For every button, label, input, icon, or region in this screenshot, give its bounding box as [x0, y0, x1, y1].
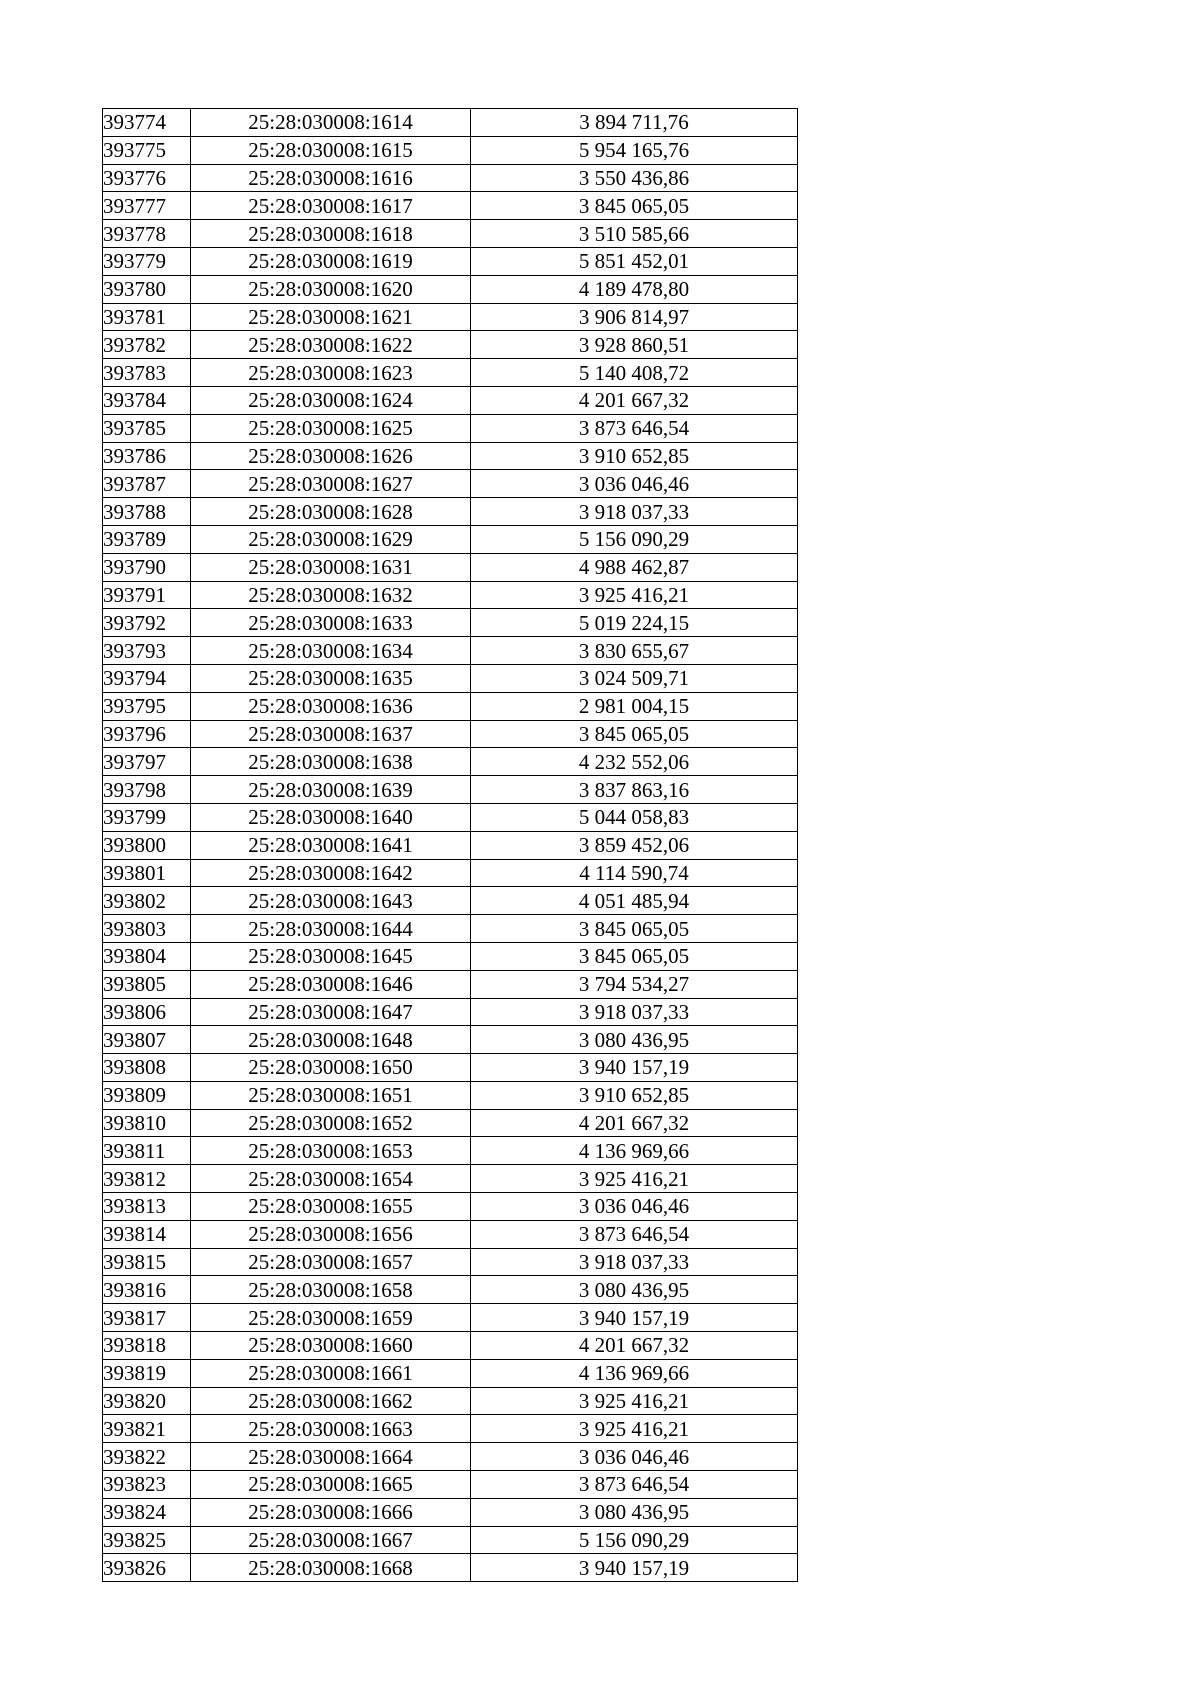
cadastral-number-cell: 25:28:030008:1618	[191, 220, 471, 248]
cadastral-number-cell: 25:28:030008:1651	[191, 1081, 471, 1109]
row-number-cell: 393783	[103, 359, 191, 387]
cadastral-number-cell: 25:28:030008:1617	[191, 192, 471, 220]
table-row	[103, 1137, 798, 1165]
row-number-cell: 393796	[103, 720, 191, 748]
row-number-cell: 393776	[103, 164, 191, 192]
cadastral-number-cell: 25:28:030008:1636	[191, 692, 471, 720]
cadastral-number-cell: 25:28:030008:1665	[191, 1471, 471, 1499]
table-row	[103, 442, 798, 470]
cadastral-number-cell: 25:28:030008:1640	[191, 803, 471, 831]
table-row	[103, 303, 798, 331]
cadastral-value-cell: 3 845 065,05	[471, 942, 798, 970]
cadastral-value-cell: 3 910 652,85	[471, 442, 798, 470]
table-row	[103, 776, 798, 804]
cadastral-value-cell: 5 954 165,76	[471, 136, 798, 164]
cadastral-value-cell: 4 189 478,80	[471, 275, 798, 303]
row-number-cell: 393784	[103, 386, 191, 414]
cadastral-value-cell: 3 873 646,54	[471, 1471, 798, 1499]
cadastral-number-cell: 25:28:030008:1666	[191, 1498, 471, 1526]
cadastral-number-cell: 25:28:030008:1661	[191, 1359, 471, 1387]
table-row	[103, 331, 798, 359]
cadastral-number-cell: 25:28:030008:1648	[191, 1026, 471, 1054]
table-row	[103, 1193, 798, 1221]
cadastral-value-cell: 3 859 452,06	[471, 831, 798, 859]
cadastral-value-cell: 3 873 646,54	[471, 1220, 798, 1248]
table-row	[103, 581, 798, 609]
cadastral-value-cell: 3 925 416,21	[471, 581, 798, 609]
cadastral-value-cell: 3 550 436,86	[471, 164, 798, 192]
cadastral-value-cell: 3 036 046,46	[471, 1443, 798, 1471]
row-number-cell: 393805	[103, 970, 191, 998]
cadastral-value-cell: 3 080 436,95	[471, 1276, 798, 1304]
row-number-cell: 393780	[103, 275, 191, 303]
table-row	[103, 609, 798, 637]
table-row	[103, 247, 798, 275]
cadastral-value-cell: 3 925 416,21	[471, 1387, 798, 1415]
table-row	[103, 859, 798, 887]
cadastral-value-cell: 3 837 863,16	[471, 776, 798, 804]
cadastral-number-cell: 25:28:030008:1667	[191, 1526, 471, 1554]
table-row	[103, 275, 798, 303]
row-number-cell: 393786	[103, 442, 191, 470]
row-number-cell: 393790	[103, 553, 191, 581]
row-number-cell: 393802	[103, 887, 191, 915]
cadastral-number-cell: 25:28:030008:1616	[191, 164, 471, 192]
row-number-cell: 393798	[103, 776, 191, 804]
table-row	[103, 192, 798, 220]
row-number-cell: 393801	[103, 859, 191, 887]
row-number-cell: 393814	[103, 1220, 191, 1248]
row-number-cell: 393777	[103, 192, 191, 220]
cadastral-value-cell: 5 851 452,01	[471, 247, 798, 275]
cadastral-number-cell: 25:28:030008:1647	[191, 998, 471, 1026]
cadastral-value-cell: 3 845 065,05	[471, 192, 798, 220]
table-row	[103, 109, 798, 137]
table-row	[103, 942, 798, 970]
cadastral-number-cell: 25:28:030008:1634	[191, 637, 471, 665]
row-number-cell: 393788	[103, 498, 191, 526]
cadastral-number-cell: 25:28:030008:1654	[191, 1165, 471, 1193]
row-number-cell: 393812	[103, 1165, 191, 1193]
table-row	[103, 748, 798, 776]
cadastral-number-cell: 25:28:030008:1645	[191, 942, 471, 970]
table-row	[103, 1415, 798, 1443]
cadastral-value-cell: 5 156 090,29	[471, 1526, 798, 1554]
cadastral-number-cell: 25:28:030008:1646	[191, 970, 471, 998]
cadastral-value-cell: 3 925 416,21	[471, 1415, 798, 1443]
cadastral-value-cell: 3 036 046,46	[471, 1193, 798, 1221]
cadastral-number-cell: 25:28:030008:1623	[191, 359, 471, 387]
table-row	[103, 1165, 798, 1193]
row-number-cell: 393824	[103, 1498, 191, 1526]
cadastral-number-cell: 25:28:030008:1641	[191, 831, 471, 859]
cadastral-number-cell: 25:28:030008:1637	[191, 720, 471, 748]
cadastral-number-cell: 25:28:030008:1668	[191, 1554, 471, 1582]
cadastral-value-cell: 3 830 655,67	[471, 637, 798, 665]
cadastral-value-cell: 3 894 711,76	[471, 109, 798, 137]
cadastral-number-cell: 25:28:030008:1633	[191, 609, 471, 637]
table-row	[103, 637, 798, 665]
cadastral-value-cell: 3 910 652,85	[471, 1081, 798, 1109]
cadastral-value-cell: 3 080 436,95	[471, 1026, 798, 1054]
table-row	[103, 525, 798, 553]
cadastral-value-cell: 5 044 058,83	[471, 803, 798, 831]
table-row	[103, 887, 798, 915]
row-number-cell: 393815	[103, 1248, 191, 1276]
table-row	[103, 1526, 798, 1554]
cadastral-value-cell: 5 156 090,29	[471, 525, 798, 553]
cadastral-value-cell: 3 940 157,19	[471, 1054, 798, 1082]
cadastral-value-cell: 3 940 157,19	[471, 1554, 798, 1582]
cadastral-number-cell: 25:28:030008:1655	[191, 1193, 471, 1221]
cadastral-number-cell: 25:28:030008:1656	[191, 1220, 471, 1248]
table-row	[103, 386, 798, 414]
table-row	[103, 1554, 798, 1582]
cadastral-number-cell: 25:28:030008:1639	[191, 776, 471, 804]
table-row	[103, 414, 798, 442]
row-number-cell: 393781	[103, 303, 191, 331]
table-row	[103, 803, 798, 831]
cadastral-number-cell: 25:28:030008:1614	[191, 109, 471, 137]
row-number-cell: 393779	[103, 247, 191, 275]
cadastral-number-cell: 25:28:030008:1619	[191, 247, 471, 275]
table-row	[103, 831, 798, 859]
table-row	[103, 136, 798, 164]
row-number-cell: 393782	[103, 331, 191, 359]
cadastral-number-cell: 25:28:030008:1615	[191, 136, 471, 164]
table-row	[103, 1026, 798, 1054]
cadastral-value-cell: 4 988 462,87	[471, 553, 798, 581]
row-number-cell: 393792	[103, 609, 191, 637]
table-row	[103, 1220, 798, 1248]
row-number-cell: 393789	[103, 525, 191, 553]
table-row	[103, 1276, 798, 1304]
row-number-cell: 393819	[103, 1359, 191, 1387]
row-number-cell: 393813	[103, 1193, 191, 1221]
cadastral-number-cell: 25:28:030008:1638	[191, 748, 471, 776]
table-row	[103, 998, 798, 1026]
cadastral-value-cell: 5 140 408,72	[471, 359, 798, 387]
cadastral-value-cell: 4 114 590,74	[471, 859, 798, 887]
cadastral-value-cell: 3 918 037,33	[471, 1248, 798, 1276]
cadastral-number-cell: 25:28:030008:1663	[191, 1415, 471, 1443]
table-row	[103, 1054, 798, 1082]
table-row	[103, 720, 798, 748]
cadastral-number-cell: 25:28:030008:1653	[191, 1137, 471, 1165]
table-row	[103, 220, 798, 248]
row-number-cell: 393803	[103, 915, 191, 943]
cadastral-number-cell: 25:28:030008:1660	[191, 1332, 471, 1360]
table-row	[103, 164, 798, 192]
row-number-cell: 393826	[103, 1554, 191, 1582]
cadastral-value-cell: 4 201 667,32	[471, 386, 798, 414]
table-row	[103, 359, 798, 387]
table-body	[103, 109, 798, 1582]
cadastral-value-cell: 4 201 667,32	[471, 1109, 798, 1137]
cadastral-number-cell: 25:28:030008:1662	[191, 1387, 471, 1415]
cadastral-value-cell: 3 925 416,21	[471, 1165, 798, 1193]
cadastral-value-cell: 4 136 969,66	[471, 1137, 798, 1165]
cadastral-number-cell: 25:28:030008:1622	[191, 331, 471, 359]
cadastral-number-cell: 25:28:030008:1659	[191, 1304, 471, 1332]
table-row	[103, 470, 798, 498]
table-row	[103, 1387, 798, 1415]
cadastral-number-cell: 25:28:030008:1626	[191, 442, 471, 470]
table-row	[103, 1443, 798, 1471]
cadastral-value-cell: 3 918 037,33	[471, 998, 798, 1026]
row-number-cell: 393820	[103, 1387, 191, 1415]
row-number-cell: 393825	[103, 1526, 191, 1554]
cadastral-value-cell: 3 510 585,66	[471, 220, 798, 248]
table-row	[103, 553, 798, 581]
cadastral-number-cell: 25:28:030008:1621	[191, 303, 471, 331]
cadastral-value-cell: 4 201 667,32	[471, 1332, 798, 1360]
row-number-cell: 393804	[103, 942, 191, 970]
row-number-cell: 393816	[103, 1276, 191, 1304]
table-row	[103, 1471, 798, 1499]
row-number-cell: 393817	[103, 1304, 191, 1332]
table-row	[103, 1498, 798, 1526]
cadastral-number-cell: 25:28:030008:1631	[191, 553, 471, 581]
row-number-cell: 393823	[103, 1471, 191, 1499]
cadastral-value-cell: 3 024 509,71	[471, 664, 798, 692]
cadastral-number-cell: 25:28:030008:1620	[191, 275, 471, 303]
table-row	[103, 1248, 798, 1276]
cadastral-number-cell: 25:28:030008:1643	[191, 887, 471, 915]
table-row	[103, 498, 798, 526]
cadastral-value-cell: 2 981 004,15	[471, 692, 798, 720]
table-row	[103, 1109, 798, 1137]
row-number-cell: 393787	[103, 470, 191, 498]
cadastral-number-cell: 25:28:030008:1664	[191, 1443, 471, 1471]
table-row	[103, 1081, 798, 1109]
row-number-cell: 393818	[103, 1332, 191, 1360]
row-number-cell: 393791	[103, 581, 191, 609]
table-row	[103, 970, 798, 998]
cadastral-number-cell: 25:28:030008:1624	[191, 386, 471, 414]
cadastral-value-cell: 5 019 224,15	[471, 609, 798, 637]
row-number-cell: 393809	[103, 1081, 191, 1109]
row-number-cell: 393807	[103, 1026, 191, 1054]
cadastral-value-cell: 3 080 436,95	[471, 1498, 798, 1526]
cadastral-number-cell: 25:28:030008:1658	[191, 1276, 471, 1304]
row-number-cell: 393778	[103, 220, 191, 248]
cadastral-value-cell: 3 845 065,05	[471, 720, 798, 748]
cadastral-value-table	[102, 108, 798, 1582]
row-number-cell: 393800	[103, 831, 191, 859]
row-number-cell: 393797	[103, 748, 191, 776]
cadastral-number-cell: 25:28:030008:1629	[191, 525, 471, 553]
row-number-cell: 393811	[103, 1137, 191, 1165]
cadastral-number-cell: 25:28:030008:1644	[191, 915, 471, 943]
cadastral-value-cell: 3 036 046,46	[471, 470, 798, 498]
cadastral-number-cell: 25:28:030008:1632	[191, 581, 471, 609]
row-number-cell: 393799	[103, 803, 191, 831]
cadastral-value-cell: 3 794 534,27	[471, 970, 798, 998]
row-number-cell: 393793	[103, 637, 191, 665]
row-number-cell: 393774	[103, 109, 191, 137]
cadastral-number-cell: 25:28:030008:1650	[191, 1054, 471, 1082]
row-number-cell: 393810	[103, 1109, 191, 1137]
cadastral-value-cell: 3 873 646,54	[471, 414, 798, 442]
cadastral-number-cell: 25:28:030008:1635	[191, 664, 471, 692]
cadastral-value-cell: 3 918 037,33	[471, 498, 798, 526]
row-number-cell: 393808	[103, 1054, 191, 1082]
cadastral-number-cell: 25:28:030008:1628	[191, 498, 471, 526]
row-number-cell: 393794	[103, 664, 191, 692]
cadastral-value-cell: 4 051 485,94	[471, 887, 798, 915]
cadastral-number-cell: 25:28:030008:1657	[191, 1248, 471, 1276]
cadastral-value-cell: 4 232 552,06	[471, 748, 798, 776]
table-row	[103, 692, 798, 720]
cadastral-value-cell: 3 906 814,97	[471, 303, 798, 331]
cadastral-number-cell: 25:28:030008:1625	[191, 414, 471, 442]
table-row	[103, 1332, 798, 1360]
row-number-cell: 393822	[103, 1443, 191, 1471]
table-row	[103, 1359, 798, 1387]
cadastral-number-cell: 25:28:030008:1652	[191, 1109, 471, 1137]
table-row	[103, 664, 798, 692]
cadastral-value-cell: 3 928 860,51	[471, 331, 798, 359]
table-row	[103, 915, 798, 943]
row-number-cell: 393785	[103, 414, 191, 442]
cadastral-number-cell: 25:28:030008:1642	[191, 859, 471, 887]
row-number-cell: 393775	[103, 136, 191, 164]
row-number-cell: 393821	[103, 1415, 191, 1443]
row-number-cell: 393806	[103, 998, 191, 1026]
cadastral-value-cell: 3 940 157,19	[471, 1304, 798, 1332]
table-row	[103, 1304, 798, 1332]
row-number-cell: 393795	[103, 692, 191, 720]
cadastral-number-cell: 25:28:030008:1627	[191, 470, 471, 498]
cadastral-value-cell: 3 845 065,05	[471, 915, 798, 943]
cadastral-value-cell: 4 136 969,66	[471, 1359, 798, 1387]
